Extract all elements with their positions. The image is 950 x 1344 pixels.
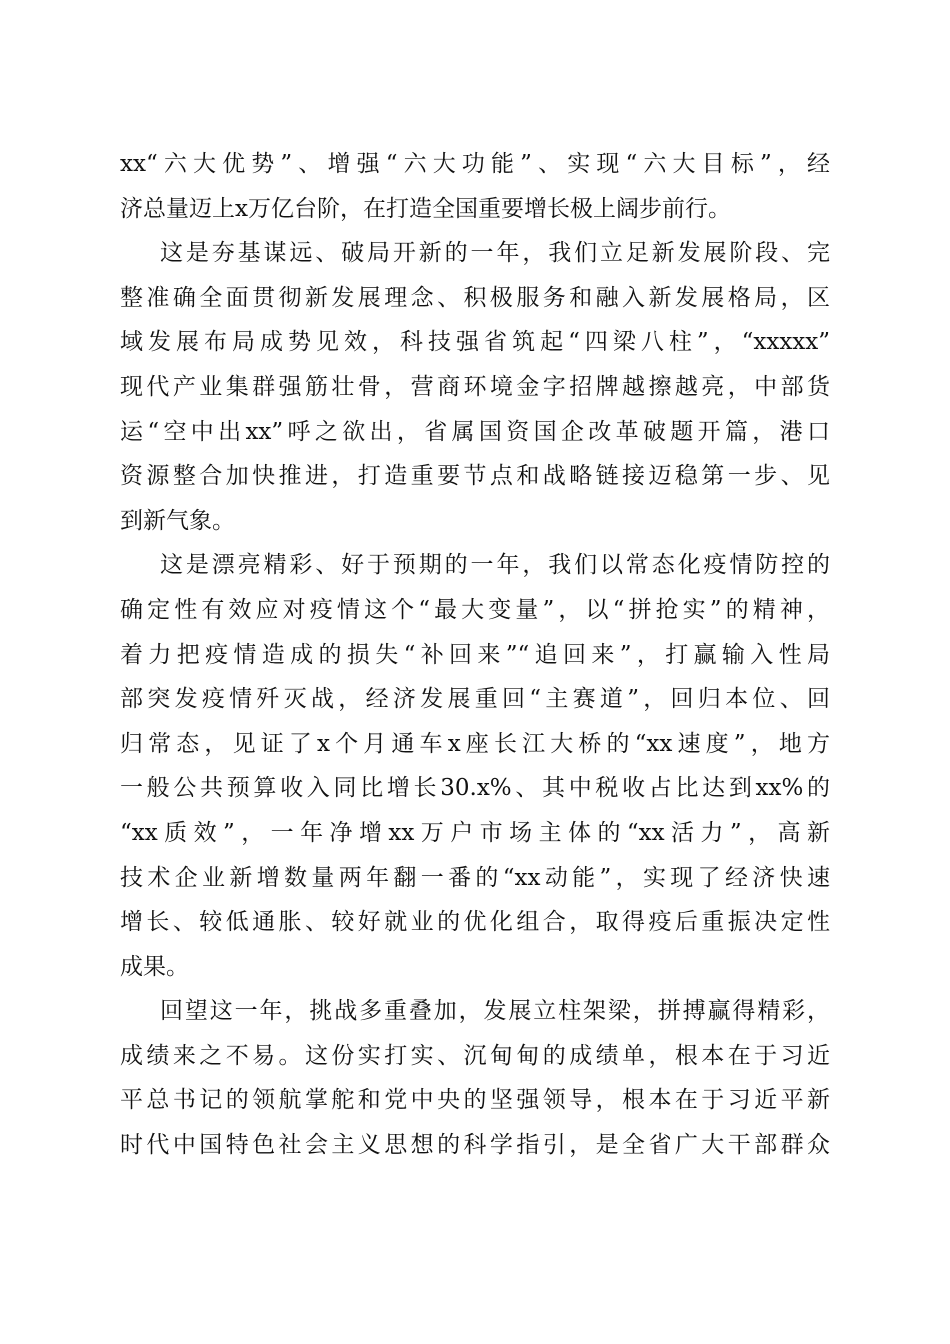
paragraph-brilliant-year <box>120 543 830 989</box>
text-line: 回望这一年，挑战多重叠加，发展立柱架梁，拼搏赢得精彩， <box>160 998 830 1025</box>
text-line: 平总书记的领航掌舵和党中央的坚强领导，根本在于习近平新 <box>120 1087 830 1114</box>
text-line: 增长、较低通胀、较好就业的优化组合，取得疫后重振决定性 <box>120 909 830 936</box>
text-line: 成绩来之不易。这份实打实、沉甸甸的成绩单，根本在于习近 <box>120 1042 830 1069</box>
text-line: 运“空中出xx”呼之欲出，省属国资国企改革破题开篇，港口 <box>120 418 830 445</box>
text-line: 到新气象。 <box>120 507 235 534</box>
text-line: 域发展布局成势见效，科技强省筑起“四梁八柱”，“xxxxx” <box>120 329 830 356</box>
text-line: “xx质效”，一年净增xx万户市场主体的“xx活力”，高新 <box>120 819 830 846</box>
body-text <box>120 142 830 1168</box>
paragraph-looking-back <box>120 989 830 1167</box>
text-line: 确定性有效应对疫情这个“最大变量”，以“拼抢实”的精神， <box>120 596 830 623</box>
text-line: 时代中国特色社会主义思想的科学指引，是全省广大干部群众 <box>120 1132 830 1159</box>
text-line: 成果。 <box>120 953 189 980</box>
text-line: 技术企业新增数量两年翻一番的“xx动能”，实现了经济快速 <box>120 864 830 891</box>
text-line: 这是漂亮精彩、好于预期的一年，我们以常态化疫情防控的 <box>160 552 830 579</box>
text-line: 部突发疫情歼灭战，经济发展重回“主赛道”，回归本位、回 <box>120 686 830 713</box>
text-line: 着力把疫情造成的损失“补回来”“追回来”，打赢输入性局 <box>120 641 830 668</box>
text-line: 资源整合加快推进，打造重要节点和战略链接迈稳第一步、见 <box>120 463 830 490</box>
paragraph-foundation-year <box>120 231 830 543</box>
paragraph-continued <box>120 142 830 231</box>
text-line: 现代产业集群强筋壮骨，营商环境金字招牌越擦越亮，中部货 <box>120 373 830 400</box>
text-line: 归常态，见证了x个月通车x座长江大桥的“xx速度”，地方 <box>120 730 830 757</box>
text-line: 济总量迈上x万亿台阶，在打造全国重要增长极上阔步前行。 <box>120 195 731 222</box>
text-line: xx“六大优势”、增强“六大功能”、实现“六大目标”，经 <box>120 151 830 177</box>
text-line: 一般公共预算收入同比增长30.x%、其中税收占比达到xx%的 <box>120 775 830 802</box>
text-line: 整准确全面贯彻新发展理念、积极服务和融入新发展格局，区 <box>120 284 830 311</box>
text-line: 这是夯基谋远、破局开新的一年，我们立足新发展阶段、完 <box>160 240 830 267</box>
